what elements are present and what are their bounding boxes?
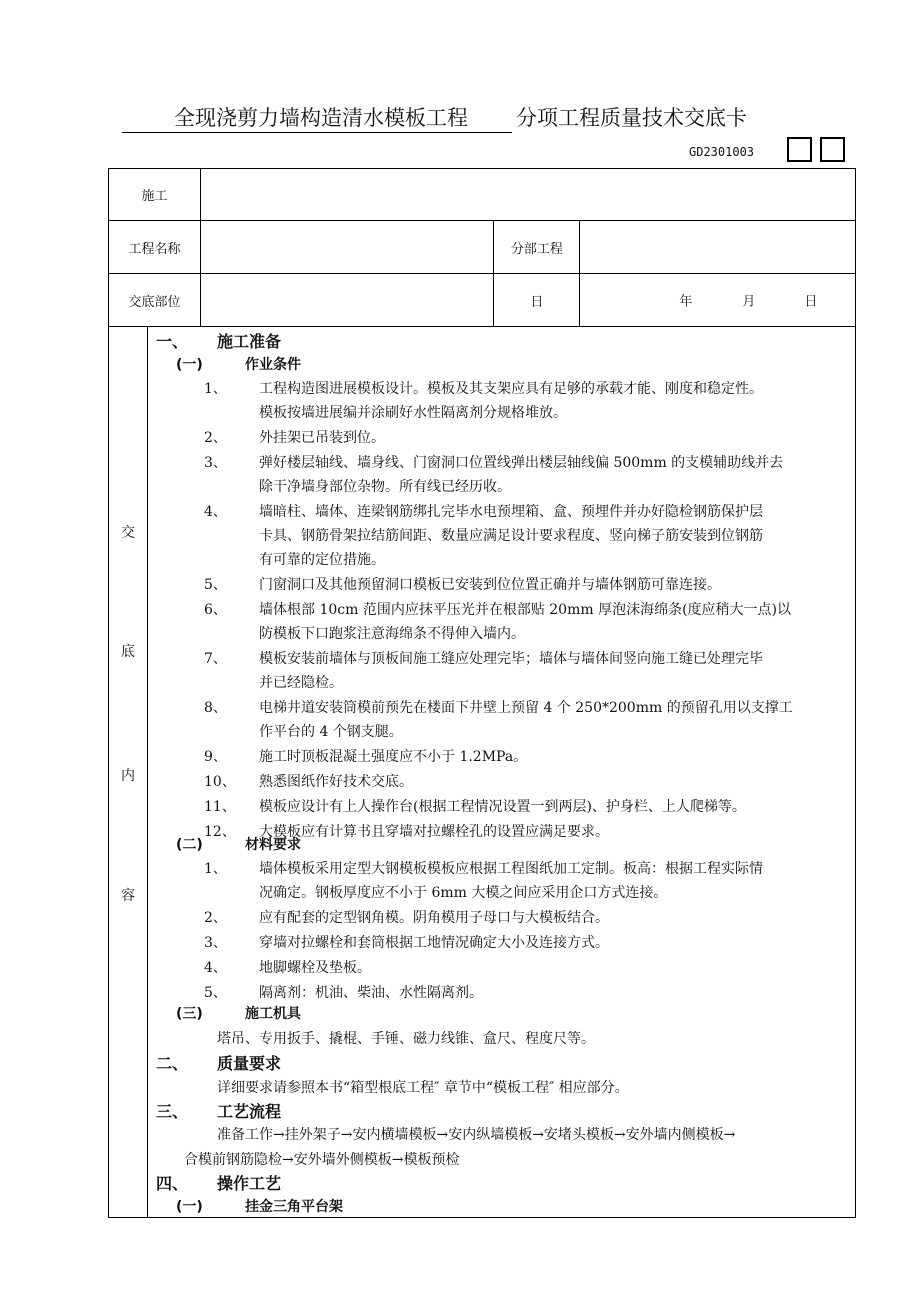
item-text-line: 卡具、钢筋骨架拉结筋间距、数量应满足设计要求程度、竖向梯子筋安装到位钢筋 bbox=[259, 528, 763, 544]
subsection-title: 作业条件 bbox=[245, 357, 301, 373]
item-text-line: 弹好楼层轴线、墙身线、门窗洞口位置线弹出楼层轴线偏 500mm 的支模辅助线并去 bbox=[259, 455, 784, 471]
content-body bbox=[148, 326, 855, 1217]
item-number: 4、 bbox=[204, 960, 227, 976]
checkbox-1[interactable] bbox=[787, 137, 812, 162]
item-number: 5、 bbox=[204, 577, 227, 593]
year-label: 年 bbox=[679, 294, 693, 310]
section-title: 施工准备 bbox=[217, 332, 282, 351]
item-text-line: 施工时顶板混凝土强度应不小于 1.2MPa。 bbox=[259, 749, 528, 765]
item-number: 3、 bbox=[204, 935, 227, 951]
item-text-line: 门窗洞口及其他预留洞口模板已安装到位位置正确并与墙体钢筋可靠连接。 bbox=[259, 577, 721, 593]
item-number: 4、 bbox=[204, 504, 227, 520]
document-code: GD2301003 bbox=[689, 145, 755, 159]
date-label: 日 bbox=[494, 274, 580, 327]
item-text-line: 并已经隐检。 bbox=[259, 675, 343, 691]
process-flow-line: 合模前钢筋隐检→安外墙外侧模板→模板预检 bbox=[184, 1152, 460, 1168]
quality-text: 详细要求请参照本书“箱型根底工程″ 章节中“模板工程″ 相应部分。 bbox=[217, 1080, 629, 1096]
item-text-line: 熟悉图纸作好技术交底。 bbox=[259, 774, 413, 790]
item-number: 11、 bbox=[204, 799, 236, 815]
checkbox-2[interactable] bbox=[820, 137, 845, 162]
document-title bbox=[122, 102, 747, 133]
item-number: 1、 bbox=[204, 861, 227, 877]
project-name-field[interactable] bbox=[200, 221, 494, 274]
item-number: 10、 bbox=[204, 774, 236, 790]
subsection-number: (一) bbox=[176, 1199, 203, 1215]
date-field[interactable] bbox=[580, 274, 856, 327]
item-number: 5、 bbox=[204, 985, 227, 1001]
side-label-column bbox=[109, 326, 148, 1217]
item-number: 9、 bbox=[204, 749, 227, 765]
location-field[interactable] bbox=[200, 274, 494, 327]
item-text-line: 除干净墙身部位杂物。所有线已经历收。 bbox=[259, 479, 511, 495]
item-text-line: 模板应设计有上人操作台(根据工程情况设置一到两层)、护身栏、上人爬梯等。 bbox=[259, 799, 746, 815]
construction-label: 施工 bbox=[109, 169, 201, 221]
item-text-line: 应有配套的定型钢角模。阴角模用子母口与大模板结合。 bbox=[259, 910, 609, 926]
subsection-number: (三) bbox=[176, 1006, 203, 1022]
item-number: 2、 bbox=[204, 910, 227, 926]
item-text-line: 穿墙对拉螺栓和套筒根据工地情况确定大小及连接方式。 bbox=[259, 935, 609, 951]
section-title: 工艺流程 bbox=[217, 1102, 282, 1121]
item-text-line: 隔离剂：机油、柴油、水性隔离剂。 bbox=[259, 985, 483, 1001]
section-number: 二、 bbox=[156, 1054, 189, 1073]
tools-text: 塔吊、专用扳手、撬棍、手锤、磁力线锥、盒尺、程度尺等。 bbox=[217, 1031, 595, 1047]
project-name-label: 工程名称 bbox=[109, 221, 201, 274]
item-text-line: 作平台的 4 个钢支腿。 bbox=[259, 724, 403, 740]
sub-project-label: 分部工程 bbox=[494, 221, 580, 274]
item-text-line: 墙体模板采用定型大钢模板模板应根据工程图纸加工定制。板高：根据工程实际情 bbox=[259, 861, 763, 877]
item-text-line: 工程构造图进展模板设计。模板及其支架应具有足够的承载才能、刚度和稳定性。 bbox=[259, 381, 763, 397]
disclosure-content bbox=[108, 326, 856, 1218]
subsection-title: 施工机具 bbox=[245, 1006, 301, 1022]
month-label: 月 bbox=[742, 294, 756, 310]
section-number: 三、 bbox=[156, 1102, 189, 1121]
item-text-line: 况确定。钢板厚度应不小于 6mm 大模之间应采用企口方式连接。 bbox=[259, 885, 668, 901]
section-number: 四、 bbox=[156, 1174, 189, 1193]
item-text-line: 外挂架已吊装到位。 bbox=[259, 430, 385, 446]
item-text-line: 模板按墙进展编并涂刷好水性隔离剂分规格堆放。 bbox=[259, 405, 567, 421]
title-suffix: 分项工程质量技术交底卡 bbox=[516, 106, 747, 130]
item-text-line: 模板安装前墙体与顶板间施工缝应处理完毕；墙体与墙体间竖向施工缝已处理完毕 bbox=[259, 651, 763, 667]
item-text-line: 有可靠的定位措施。 bbox=[259, 552, 385, 568]
subsection-number: (二) bbox=[176, 837, 203, 853]
item-text-line: 墙体根部 10cm 范围内应抹平压光并在根部贴 20mm 厚泡沫海绵条(度应稍大一点)以 bbox=[259, 602, 792, 618]
item-number: 8、 bbox=[204, 700, 227, 716]
subsection-title: 挂金三角平台架 bbox=[245, 1199, 343, 1215]
item-text-line: 地脚螺栓及垫板。 bbox=[259, 960, 371, 976]
section-number: 一、 bbox=[156, 332, 189, 351]
section-title: 操作工艺 bbox=[217, 1174, 282, 1193]
subsection-title: 材料要求 bbox=[245, 837, 301, 853]
section-title: 质量要求 bbox=[217, 1054, 282, 1073]
item-text-line: 墙暗柱、墙体、连梁钢筋绑扎完毕水电预埋箱、盒、预埋件并办好隐检钢筋保护层 bbox=[259, 504, 763, 520]
side-char: 容 bbox=[121, 888, 135, 904]
item-text-line: 电梯井道安装筒模前预先在楼面下井壁上预留 4 个 250*200mm 的预留孔用以支撑工 bbox=[259, 700, 793, 716]
process-flow-line: 准备工作→挂外架子→安内横墙模板→安内纵墙模板→安堵头模板→安外墙内侧模板→ bbox=[217, 1127, 736, 1143]
location-label: 交底部位 bbox=[109, 274, 201, 327]
item-number: 3、 bbox=[204, 455, 227, 471]
construction-field[interactable] bbox=[200, 169, 855, 221]
item-text-line: 大模板应有计算书且穿墙对拉螺栓孔的设置应满足要求。 bbox=[259, 824, 609, 840]
item-text-line: 防模板下口跑浆注意海绵条不得伸入墙内。 bbox=[259, 626, 525, 642]
side-char: 内 bbox=[121, 768, 135, 784]
sub-project-field[interactable] bbox=[580, 221, 856, 274]
side-char: 底 bbox=[121, 644, 135, 660]
project-title: 全现浇剪力墙构造清水模板工程 bbox=[122, 102, 512, 133]
item-number: 12、 bbox=[204, 824, 236, 840]
subsection-number: (一) bbox=[176, 357, 203, 373]
item-number: 7、 bbox=[204, 651, 227, 667]
item-number: 6、 bbox=[204, 602, 227, 618]
day-label: 日 bbox=[804, 294, 818, 310]
item-number: 2、 bbox=[204, 430, 227, 446]
item-number: 1、 bbox=[204, 381, 227, 397]
header-table bbox=[108, 168, 856, 327]
side-char: 交 bbox=[121, 525, 135, 541]
